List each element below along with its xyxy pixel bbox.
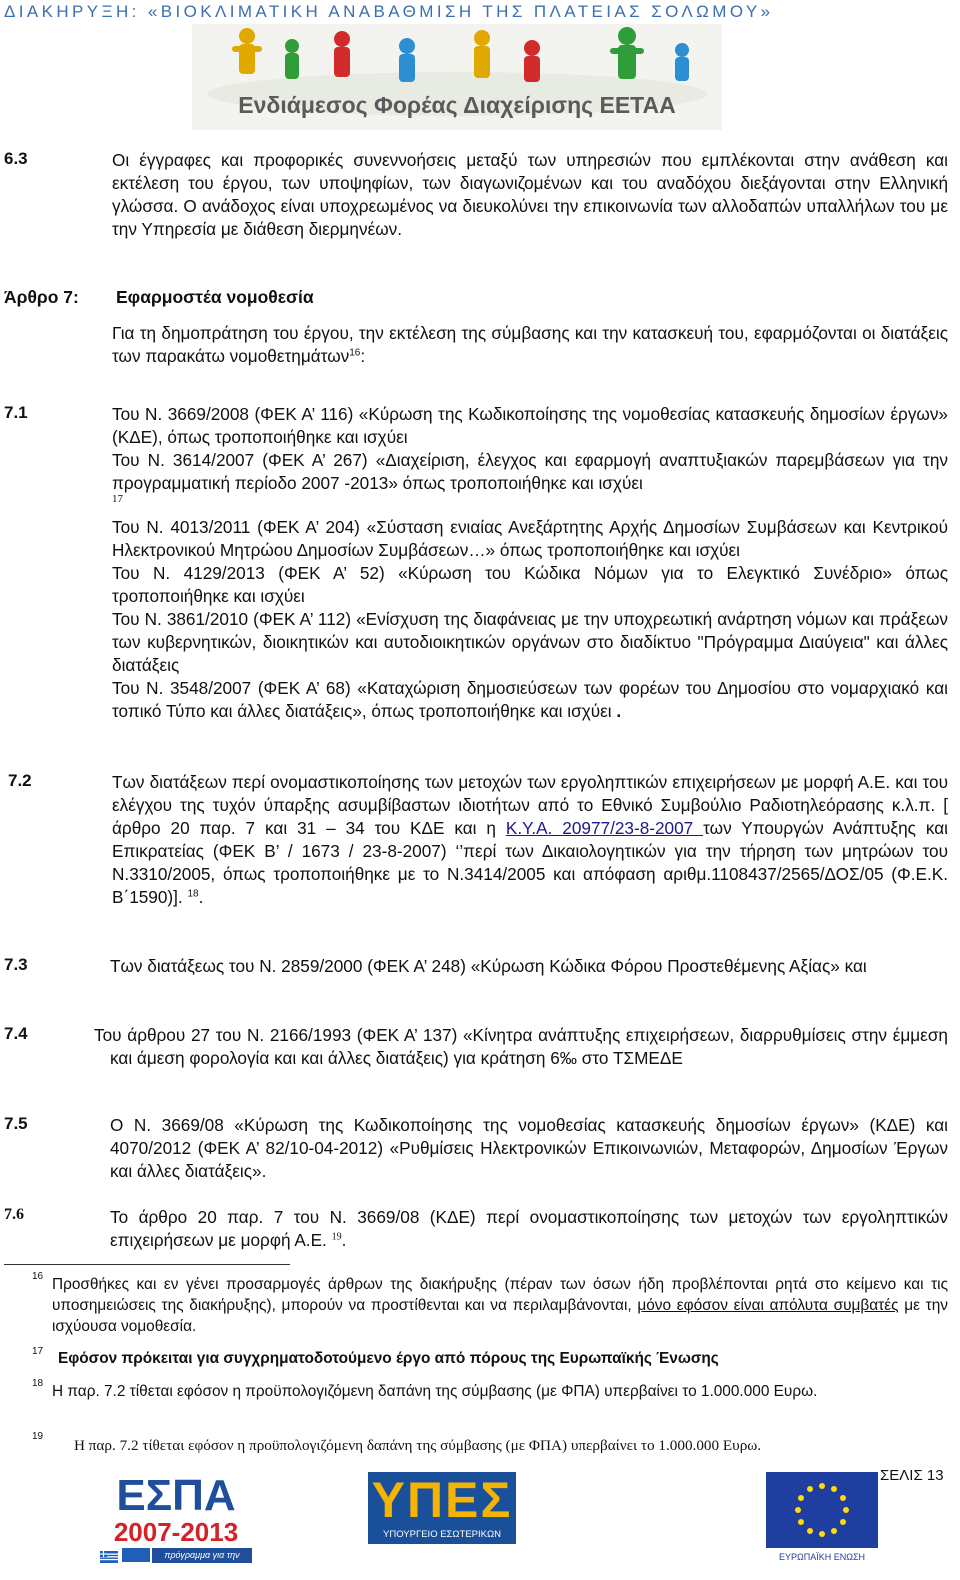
section-number-7-5: 7.5 [4,1114,28,1133]
kya-link[interactable]: Κ.Υ.Α. 20977/23-8-2007 [505,818,704,838]
section-number-7-4: 7.4 [4,1024,28,1043]
section-number-7-1: 7.1 [4,403,28,422]
eu-stars-flag-icon [766,1472,878,1548]
footnote-ref-18[interactable]: 18 [187,888,199,900]
ypes-logo [368,1472,516,1544]
law-item: Του Ν. 3669/2008 (ΦΕΚ Α’ 116) «Κύρωση της Κωδικοποίησης της νομοθεσίας κατασκευής δημοσίων έργων» (ΚΔΕ), όπως τροποποιήθηκε και ισχύει [112,404,948,447]
law-item: Του Ν. 4129/2013 (ΦΕΚ Α’ 52) «Κύρωση του Κώδικα Νόμων για το Ελεγκτικό Συνέδριο» όπως τροποποιήθηκε και ισχύει [112,563,948,606]
eu-logo [766,1472,878,1566]
section-number-7-6: 7.6 [4,1206,24,1223]
law-item: Του Ν. 4013/2011 (ΦΕΚ Α’ 204) «Σύσταση ενιαίας Ανεξάρτητης Αρχής Δημοσίων Συμβάσεων και Κεντρικού Ηλεκτρονικού Μητρώου Δημοσίων Συμβάσεων…» όπως τροποποιήθηκε και ισχύει [112,517,948,560]
section-7-2-text: Των διατάξεων περί ονομαστικοποίησης των μετοχών των εργοληπτικών επιχειρήσεων με μορφή Α.Ε. και του ελέγχου της τυχόν ύπαρξης ασυμβίβαστων ιδιοτήτων από το Εθνικό Συμβούλιο Ραδιοτηλεόρασης κ.λ.π. [ άρθρο 20 παρ. 7 και 31 – 34 του ΚΔΕ και η Κ.Υ.Α. 20977/23-8-2007 των Υπουργών Ανάπτυξης και Επικρατείας (ΦΕΚ Β’ / 1673 / 23-8-2007) ‘’περί των Δικαιολογητικών για την τήρηση των μητρώων του Ν.3310/2005, όπως τροποποιήθηκε με το Ν.3414/2005 και απόφαση αριθμ.1108437/2565/ΔΟΣ/05 (Φ.Ε.Κ. Β΄1590)]. $^{18}$. [112,772,948,907]
eetaa-logo [192,24,722,130]
page-number: ΣΕΛΙΣ 13 [880,1467,944,1484]
section-number-7-3: 7.3 [4,955,28,974]
footnote-ref-17[interactable]: 17 [112,493,123,505]
footnote-17-text: Εφόσον πρόκειται για συγχρηματοδοτούμενο έργο από πόρους της Ευρωπαϊκής Ένωσης [58,1350,719,1367]
footnote-number-19: 19 [32,1431,44,1442]
section-6-3-text: Οι έγγραφες και προφορικές συνεννοήσεις μεταξύ των υπηρεσιών που εμπλέκονται στην ανάθεση και εκτέλεση του έργου, των υποψηφίων, των διαγωνιζομένων και του αναδόχου διεξάγονται στην Ελληνική γλώσσα. Ο ανάδοχος είναι υποχρεωμένος να διευκολύνει την επικοινωνία των αλλοδαπών υπαλλήλων του με την Υπηρεσία με διάθεση διερμηνέων. [112,150,948,239]
eu-mini-flag-icon [122,1548,150,1562]
section-number-7-2: 7.2 [8,771,32,790]
footnote-number-16: 16 [32,1271,44,1282]
section-7-6-text: Το άρθρο 20 παρ. 7 του Ν. 3669/08 (ΚΔΕ) περί ονομαστικοποίησης των μετοχών των εργοληπτικών επιχειρήσεων με μορφή Α.Ε. $^{19}$. [110,1207,948,1250]
espa-logo-years: 2007-2013 [113,1517,239,1547]
section-7-4-text: Του άρθρου 27 του Ν. 2166/1993 (ΦΕΚ Α’ 137) «Κίνητρα ανάπτυξης επιχειρήσεων, διαρρυθμίσεις στην έμμεση και άμεση φορολογία και και άλλες διατάξεις) για κράτηση 6‰ στο ΤΣΜΕΔΕ [94,1025,948,1068]
espa-logo [96,1471,256,1575]
footnote-16-text: Προσθήκες και εν γένει προσαρμογές άρθρων της διακήρυξης (πέραν των όσων ήδη προβλέπονται ρητά στο κείμενο και τις υποσημειώσεις της διακήρυξης), μπορούν να προστίθενται και να περιλαμβάνονται, μόνο εφόσον είναι απόλυτα συμβατές με την ισχύουσα νομοθεσία. [52,1276,948,1335]
footnote-ref-16[interactable]: 16 [349,347,361,359]
footnote-18-text: Η παρ. 7.2 τίθεται εφόσον η προϋπολογιζόμενη δαπάνη της σύμβασης (με ΦΠΑ) υπερβαίνει το 1.000.000 Ευρω. [52,1383,818,1400]
eu-logo-subtitle: ΕΥΡΩΠΑΪΚΗ ΕΝΩΣΗ [778,1552,866,1562]
eetaa-logo-text: Ενδιάμεσος Φορέας Διαχείρισης ΕΕΤΑΑ [238,92,676,118]
section-7-3-text: Των διατάξεως του Ν. 2859/2000 (ΦΕΚ Α’ 248) «Κύρωση Κώδικα Φόρου Προστεθέμενης Αξίας» και [110,956,867,976]
section-7-5-text: Ο Ν. 3669/08 «Κύρωση της Κωδικοποίησης της νομοθεσίας κατασκευής δημοσίων έργων» (ΚΔΕ) και 4070/2012 (ΦΕΚ Α’ 82/10-04-2012) «Ρυθμίσεις Ηλεκτρονικών Επικοινωνιών, Μεταφορών, Δημοσίων Έργων και άλλες διατάξεις». [110,1115,948,1181]
espa-logo-subtitle: πρόγραμμα για την ανάπτυξη [152,1548,252,1563]
law-item: Του Ν. 3548/2007 (ΦΕΚ Α’ 68) «Καταχώριση δημοσιεύσεων των φορέων του Δημοσίου στο νομαρχιακό και τοπικό Τύπο και άλλες διατάξεις», όπως τροποποιήθηκε και ισχύει . [112,678,948,721]
article-7-label: Άρθρο 7: [4,287,79,307]
article-7-title: Εφαρμοστέα νομοθεσία [116,287,314,307]
greek-flag-icon [100,1550,118,1562]
section-number-6-3: 6.3 [4,149,28,168]
footnote-ref-19[interactable]: 19 [331,1231,342,1243]
ypes-logo-subtitle: ΥΠΟΥΡΓΕΙΟ ΕΣΩΤΕΡΙΚΩΝ [383,1529,501,1540]
law-item: Του Ν. 3614/2007 (ΦΕΚ Α’ 267) «Διαχείριση, έλεγχος και εφαρμογή αναπτυξιακών παρεμβάσεων για την προγραμματική περίοδο 2007 -2013» όπως τροποποιήθηκε και ισχύει [112,450,948,493]
footnote-separator [4,1264,290,1265]
footnote-number-17: 17 [32,1346,44,1357]
section-7-1-laws [112,403,948,723]
article-7-intro: Για τη δημοπράτηση του έργου, την εκτέλεση της σύμβασης και την κατασκευή του, εφαρμόζονται οι διατάξεις των παρακάτω νομοθετημάτων$^{16}$: [112,323,948,366]
footnote-19-text: Η παρ. 7.2 τίθεται εφόσον η προϋπολογιζόμενη δαπάνη της σύμβασης (με ΦΠΑ) υπερβαίνει το 1.000.000 Ευρω. [74,1437,762,1454]
ypes-logo-letters: ΥΠΕΣ [371,1472,513,1528]
law-item: Του Ν. 3861/2010 (ΦΕΚ Α’ 112) «Ενίσχυση της διαφάνειας με την υποχρεωτική ανάρτηση νόμων και πράξεων των κυβερνητικών, διοικητικών και αυτοδιοικητικών οργάνων στο διαδίκτυο "Πρόγραμμα Διαύγεια" και άλλες διατάξεις [112,609,948,675]
espa-logo-title: ΕΣΠΑ [116,1471,236,1520]
footnote-number-18: 18 [32,1378,44,1389]
document-header-title: ΔΙΑΚΗΡΥΞΗ: «ΒΙΟΚΛΙΜΑΤΙΚΗ ΑΝΑΒΑΘΜΙΣΗ ΤΗΣ ΠΛΑΤΕΙΑΣ ΣΟΛΩΜΟΥ» [4,2,774,21]
